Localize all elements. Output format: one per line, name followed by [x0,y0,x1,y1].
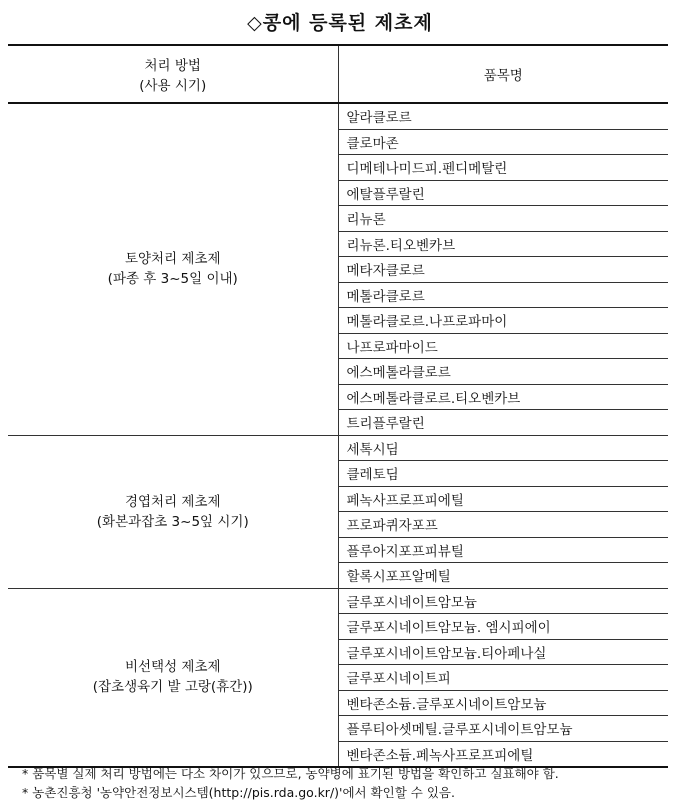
product-cell: 글루포시네이트암모늄.티아페나실 [338,639,668,665]
product-cell: 리뉴론.티오벤카브 [338,231,668,257]
method-cell [8,435,338,588]
table-row [8,435,668,461]
product-cell: 에탈플루랄린 [338,180,668,206]
table-body [8,103,668,767]
page-title: ◇콩에 등록된 제초제 [247,12,433,34]
product-cell: 할록시포프알메틸 [338,563,668,589]
product-cell: 플루티아셋메틸.글루포시네이트암모늄 [338,716,668,742]
method-timing: (파종 후 3~5일 이내) [107,271,238,288]
product-cell: 벤타존소듐.글루포시네이트암모늄 [338,690,668,716]
footnotes [22,764,559,802]
footnote: * 농촌진흥청 '농약안전정보시스템(http://pis.rda.go.kr/)'에서 확인할 수 있음. [22,785,455,800]
product-cell: 플루아지포프피뷰틸 [338,537,668,563]
header-product: 품목명 [338,45,668,103]
product-cell: 프로파퀴자포프 [338,512,668,538]
product-cell: 메타자클로르 [338,257,668,283]
product-cell: 디메테나미드피.펜디메탈린 [338,155,668,181]
method-cell [8,588,338,767]
header-method-line2: (사용 시기) [139,78,207,94]
product-cell: 글루포시네이트피 [338,665,668,691]
herbicide-table [8,44,668,768]
product-cell: 클로마존 [338,129,668,155]
footnote: * 품목별 실제 처리 방법에는 다소 차이가 있으므로, 농약병에 표기된 방법을 확인하고 실표해야 함. [22,766,559,781]
header-method-line1: 처리 방법 [144,58,201,74]
method-name: 토양처리 제초제 [124,251,221,268]
method-name: 경엽처리 제초제 [124,493,221,510]
header-method [8,45,338,103]
table-header-row [8,45,668,103]
product-cell: 에스메톨라클로르.티오벤카브 [338,384,668,410]
product-cell: 글루포시네이트암모늄 [338,588,668,614]
product-cell: 리뉴론 [338,206,668,232]
table-row [8,588,668,614]
table-row [8,103,668,129]
product-cell: 페녹사프로프피에틸 [338,486,668,512]
product-cell: 나프로파마이드 [338,333,668,359]
product-cell: 클레토딤 [338,461,668,487]
product-cell: 에스메톨라클로르 [338,359,668,385]
method-timing: (화본과잡초 3~5잎 시기) [96,513,249,530]
method-name: 비선택성 제초제 [124,659,221,676]
product-cell: 메톨라클로르.나프로파마이 [338,308,668,334]
product-cell: 트리플루랄린 [338,410,668,436]
product-cell: 글루포시네이트암모늄. 엠시피에이 [338,614,668,640]
method-timing: (잡초생육기 발 고랑(휴간)) [92,679,253,696]
product-cell: 메톨라클로르 [338,282,668,308]
product-cell: 알라클로르 [338,103,668,129]
product-cell: 벤타존소듐.페녹사프로프피에틸 [338,741,668,767]
method-cell [8,103,338,435]
product-cell: 세톡시딤 [338,435,668,461]
